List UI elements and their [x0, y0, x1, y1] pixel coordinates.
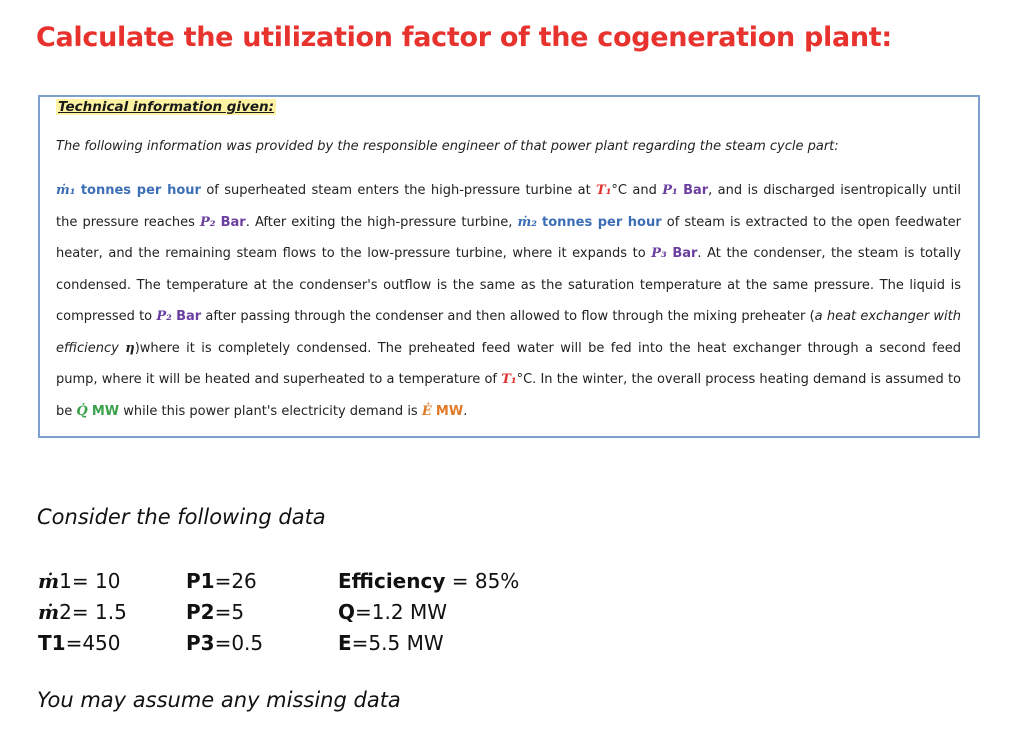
- text-segment: . After exiting the high-pressure turbine,: [245, 214, 513, 230]
- consider-heading: Consider the following data: [37, 505, 326, 529]
- data-column-pressures: [186, 566, 263, 659]
- unit-tph-2: tonnes per hour: [542, 214, 662, 230]
- unit-mw-2: MW: [435, 403, 464, 419]
- text-segment: of steam is extracted to the open feedwater heater, and the remaining steam flows to the low-pressure turbine, where it expands to: [56, 214, 962, 261]
- data-column-demands: [338, 566, 519, 659]
- data-item-t1: T1=450: [38, 631, 121, 655]
- symbol-m1: ṁ₁: [56, 183, 76, 198]
- data-item-m2: ṁ2= 1.5: [38, 600, 127, 624]
- text-segment: while this power plant's electricity demand is: [123, 403, 418, 419]
- technical-paragraph: [56, 175, 961, 427]
- text-segment: . At the condenser, the steam is totally condensed. The temperature at the condenser's outflow is the same as the saturation temperature at the same pressure. The liquid is compressed to: [56, 246, 961, 324]
- box-heading: Technical information given:: [58, 99, 275, 115]
- data-item-p3: P3=0.5: [186, 631, 264, 655]
- text-segment: )where it is completely condensed. The preheated feed water will be fed into the heat exchanger through a second feed pump, where it will be heated and superheated to a temperature of: [56, 340, 961, 387]
- symbol-p3: P₃: [651, 246, 667, 261]
- text-segment: of superheated steam enters the high-pressure turbine at: [206, 183, 591, 198]
- data-item-e: E=5.5 MW: [338, 631, 444, 655]
- unit-bar-2: Bar: [220, 214, 246, 230]
- symbol-p2: P₂: [200, 214, 216, 230]
- symbol-p2-second: P₂: [156, 309, 172, 324]
- data-item-p2: P2=5: [186, 600, 245, 624]
- symbol-q: Q̇: [76, 403, 88, 419]
- text-segment: .: [463, 403, 468, 419]
- symbol-p1: P₁: [662, 183, 678, 198]
- unit-bar-1: Bar: [683, 183, 709, 198]
- text-segment-italic: a heat exchanger with efficiency: [56, 309, 962, 356]
- text-segment: , and is discharged isentropically until the pressure reaches: [56, 183, 961, 230]
- unit-bar-3: Bar: [672, 246, 698, 261]
- technical-info-box: [38, 95, 980, 438]
- unit-bar-4: Bar: [176, 309, 202, 324]
- symbol-e: Ė: [421, 403, 432, 419]
- data-column-flows: [38, 566, 127, 659]
- text-segment: °C. In the winter, the overall process heating demand is assumed to be: [56, 372, 962, 419]
- data-item-m1: ṁ1= 10: [38, 569, 121, 593]
- text-segment: °C and: [611, 183, 657, 198]
- box-intro: The following information was provided by the responsible engineer of that power plant regarding the steam cycle part:: [56, 139, 839, 154]
- symbol-eta: η: [125, 340, 135, 356]
- symbol-t1: T₁: [596, 183, 612, 198]
- symbol-t1-second: T₁: [501, 372, 517, 387]
- data-item-q: Q=1.2 MW: [338, 600, 447, 624]
- text-segment: after passing through the condenser and then allowed to flow through the mixing preheater (: [205, 309, 815, 324]
- data-item-efficiency: Efficiency = 85%: [338, 569, 520, 593]
- symbol-m2: ṁ₂: [517, 214, 537, 230]
- data-item-p1: P1=26: [186, 569, 257, 593]
- assumption-note: You may assume any missing data: [37, 688, 401, 712]
- unit-tph-1: tonnes per hour: [80, 183, 201, 198]
- page-title: Calculate the utilization factor of the cogeneration plant:: [36, 22, 892, 53]
- unit-mw-1: MW: [91, 403, 120, 419]
